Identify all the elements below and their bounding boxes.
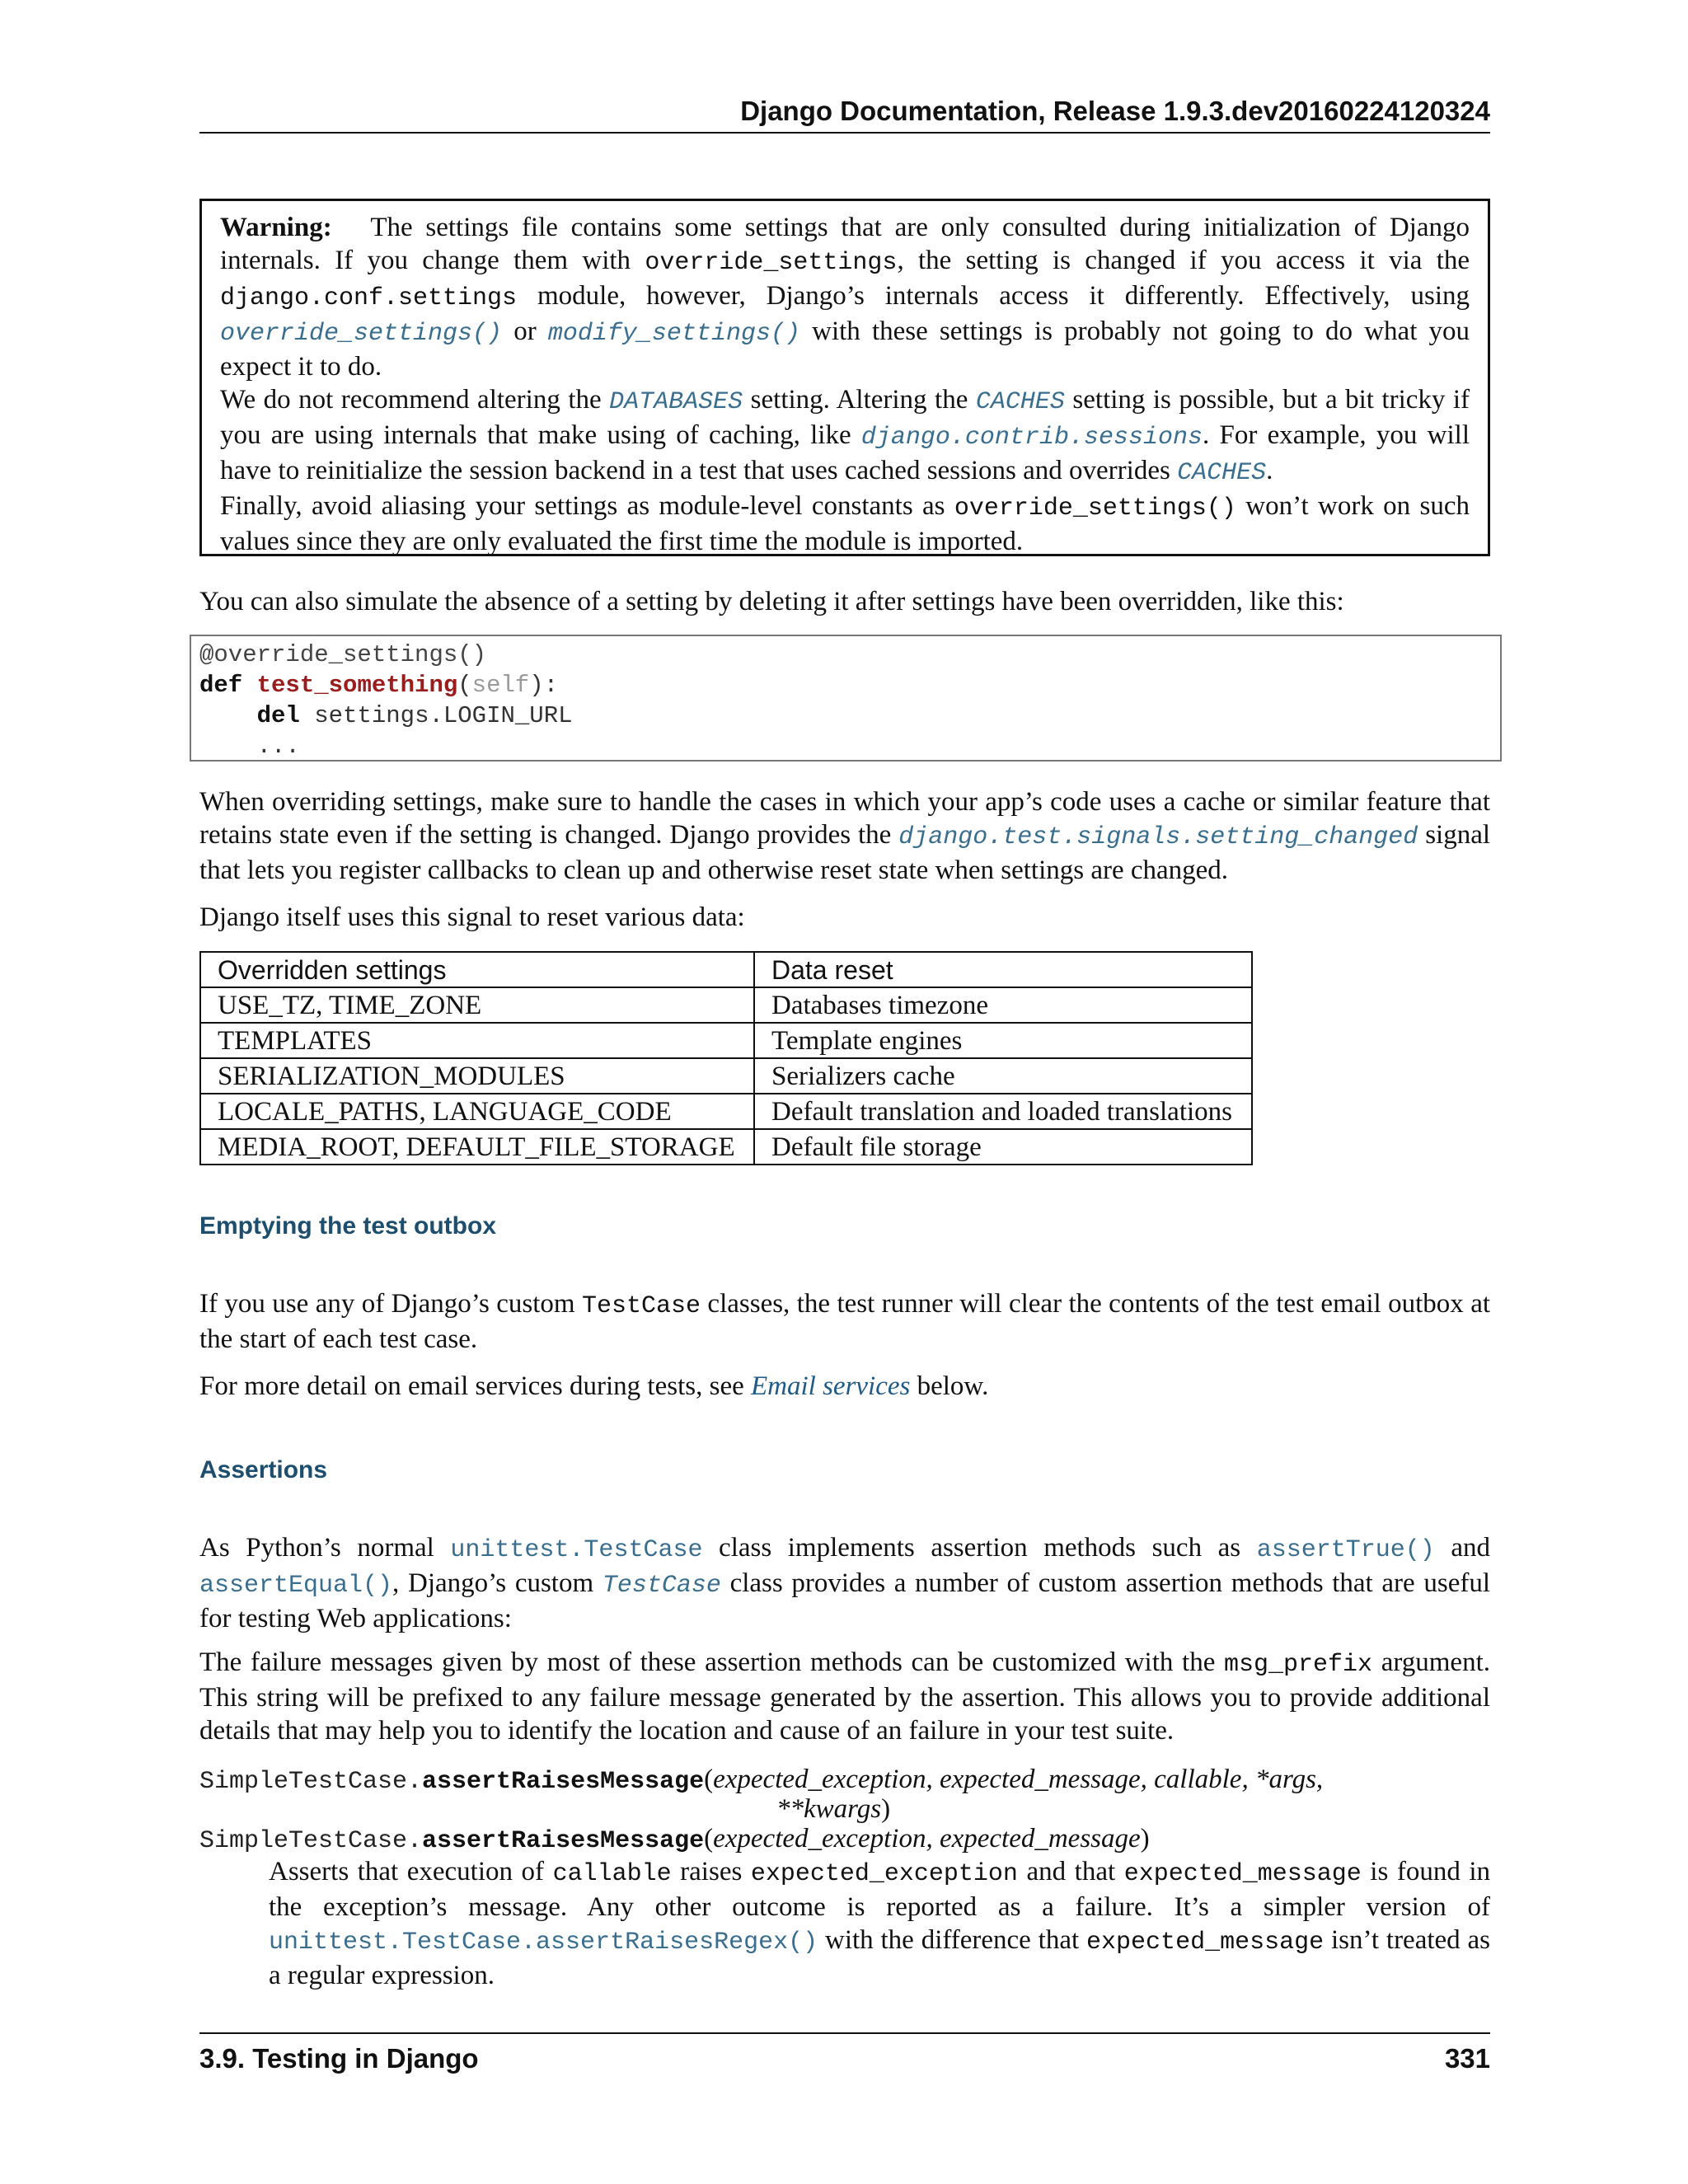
table-header-cell: Overridden settings <box>200 952 754 987</box>
table-cell: USE_TZ, TIME_ZONE <box>200 987 754 1023</box>
running-header: Django Documentation, Release 1.9.3.dev20160224120324 <box>199 92 1490 134</box>
link-asserttrue[interactable]: assertTrue() <box>1256 1536 1435 1564</box>
table-cell: TEMPLATES <box>200 1023 754 1058</box>
table-row <box>200 1129 1252 1165</box>
warning-paragraph-2: We do not recommend altering the DATABASES setting. Altering the CACHES setting is possible, but a bit tricky if you are using internals that make using of caching, like django.contrib.sessions. For example, you will have to reinitialize the session backend in a test that uses cached sessions and overrides CACHES. <box>220 385 1470 487</box>
link-assert-raises-regex[interactable]: unittest.TestCase.assertRaisesRegex() <box>269 1929 818 1957</box>
link-assertequal[interactable]: assertEqual() <box>199 1572 393 1600</box>
table-header-cell: Data reset <box>754 952 1252 987</box>
code-expected-message: expected_message <box>1123 1860 1362 1888</box>
signature-params: expected_exception, expected_message, callable, *args, <box>713 1765 1324 1794</box>
table-row <box>200 1094 1252 1129</box>
footer-section-title: 3.9. Testing in Django <box>199 2043 479 2074</box>
link-caches[interactable]: CACHES <box>975 388 1065 416</box>
table-row <box>200 1058 1252 1094</box>
warning-admonition <box>199 199 1490 556</box>
code-function-name: test_something <box>256 672 458 699</box>
code-line-decorator: @override_settings() <box>199 641 487 668</box>
link-caches-2[interactable]: CACHES <box>1177 459 1267 487</box>
link-override-settings[interactable]: override_settings() <box>220 320 503 348</box>
paragraph-django-itself: Django itself uses this signal to reset various data: <box>199 902 745 932</box>
paragraph-absence: You can also simulate the absence of a setting by deleting it after settings have been overridden, like this: <box>199 587 1344 616</box>
warning-paragraph-3: Finally, avoid aliasing your settings as module-level constants as override_settings() won’t work on such values since they are only evaluated the first time the module is imported. <box>220 491 1470 556</box>
code-callable: callable <box>552 1860 672 1888</box>
table-header-row <box>200 952 1252 987</box>
method-description: Asserts that execution of callable raises expected_exception and that expected_message is found in the exception’s message. Any other outcome is reported as a failure. It’s a simpler version of unittest.TestCase.assertRaisesRegex() with the difference that expected_message isn’t treated as a regular expression. <box>269 1857 1491 1990</box>
signature-params-continued: **kwargs) <box>776 1794 891 1824</box>
code-django-conf-settings: django.conf.settings <box>220 284 518 312</box>
code-expected-exception: expected_exception <box>750 1860 1018 1888</box>
link-unittest-testcase[interactable]: unittest.TestCase <box>450 1536 703 1564</box>
paragraph-outbox: If you use any of Django’s custom TestCase classes, the test runner will clear the contents of the test email outbox at the start of each test case. <box>199 1289 1491 1354</box>
table-cell: Default translation and loaded translations <box>754 1094 1252 1129</box>
table-row <box>200 987 1252 1023</box>
code-keyword-def: def <box>199 672 243 699</box>
signature-params: expected_exception, expected_message <box>713 1824 1141 1854</box>
table-cell: LOCALE_PATHS, LANGUAGE_CODE <box>200 1094 754 1129</box>
table-cell: Template engines <box>754 1023 1252 1058</box>
link-django-contrib-sessions[interactable]: django.contrib.sessions <box>860 424 1203 452</box>
code-ellipsis: ... <box>199 733 300 760</box>
link-setting-changed[interactable]: django.test.signals.setting_changed <box>898 823 1418 851</box>
warning-paragraph-1: Warning: The settings file contains some settings that are only consulted during initialization of Django internals. If you change them with override_settings, the setting is changed if you access it via the django.conf.settings module, however, Django’s internals access it differently. Effectively, using override_settings() or modify_settings() with these settings is probably not going to do what you expect it to do. <box>220 213 1470 382</box>
table-cell: SERIALIZATION_MODULES <box>200 1058 754 1094</box>
table-cell: Serializers cache <box>754 1058 1252 1094</box>
method-name: assertRaisesMessage <box>422 1768 705 1796</box>
heading-emptying-outbox: Emptying the test outbox <box>199 1212 496 1240</box>
paragraph-email-services: For more detail on email services during tests, see Email services below. <box>199 1371 989 1401</box>
paragraph-setting-changed: When overriding settings, make sure to handle the cases in which your app’s code uses a cache or similar feature that retains state even if the setting is changed. Django provides the django.test.signals.setting_changed signal that lets you register callbacks to clean up and otherwise reset state when settings are changed. <box>199 787 1491 885</box>
paragraph-assertions-intro: As Python’s normal unittest.TestCase class implements assertion methods such as assertTrue() and assertEqual(), Django’s custom TestCase class provides a number of custom assertion methods that are useful for testing Web applications: <box>199 1533 1491 1633</box>
document-page <box>199 0 1490 2184</box>
table-cell: Databases timezone <box>754 987 1252 1023</box>
link-modify-settings[interactable]: modify_settings() <box>547 320 800 348</box>
paragraph-msg-prefix: The failure messages given by most of these assertion methods can be customized with the msg_prefix argument. This string will be prefixed to any failure message generated by the assertion. This allows you to provide additional details that may help you to identify the location and cause of an failure in your test suite. <box>199 1647 1490 1746</box>
code-block: @override_settings() def test_something(self): del settings.LOGIN_URL ... <box>190 635 1502 762</box>
code-expected-message-2: expected_message <box>1086 1929 1325 1957</box>
code-self-arg: self <box>471 672 530 699</box>
code-override-settings: override_settings <box>645 249 898 277</box>
code-keyword-del: del <box>256 702 300 729</box>
signature-assert-raises-message-2: SimpleTestCase.assertRaisesMessage(expected_exception, expected_message) <box>199 1824 1150 1855</box>
page-number: 331 <box>1444 2043 1490 2074</box>
table-cell: Default file storage <box>754 1129 1252 1165</box>
method-name: assertRaisesMessage <box>422 1827 705 1855</box>
table-cell: MEDIA_ROOT, DEFAULT_FILE_STORAGE <box>200 1129 754 1165</box>
page-footer <box>199 2032 1490 2077</box>
heading-assertions: Assertions <box>199 1456 328 1483</box>
code-testcase: TestCase <box>581 1292 701 1320</box>
reset-data-table <box>199 951 1253 1165</box>
warning-label: Warning: <box>220 213 332 242</box>
code-msg-prefix: msg_prefix <box>1224 1651 1373 1679</box>
link-django-testcase[interactable]: TestCase <box>602 1572 721 1600</box>
signature-assert-raises-message-1: SimpleTestCase.assertRaisesMessage(expected_exception, expected_message, callable, *args, <box>199 1765 1324 1796</box>
table-row <box>200 1023 1252 1058</box>
link-databases[interactable]: DATABASES <box>609 388 743 416</box>
link-email-services[interactable]: Email services <box>751 1371 911 1401</box>
code-override-settings-call: override_settings() <box>954 494 1236 523</box>
